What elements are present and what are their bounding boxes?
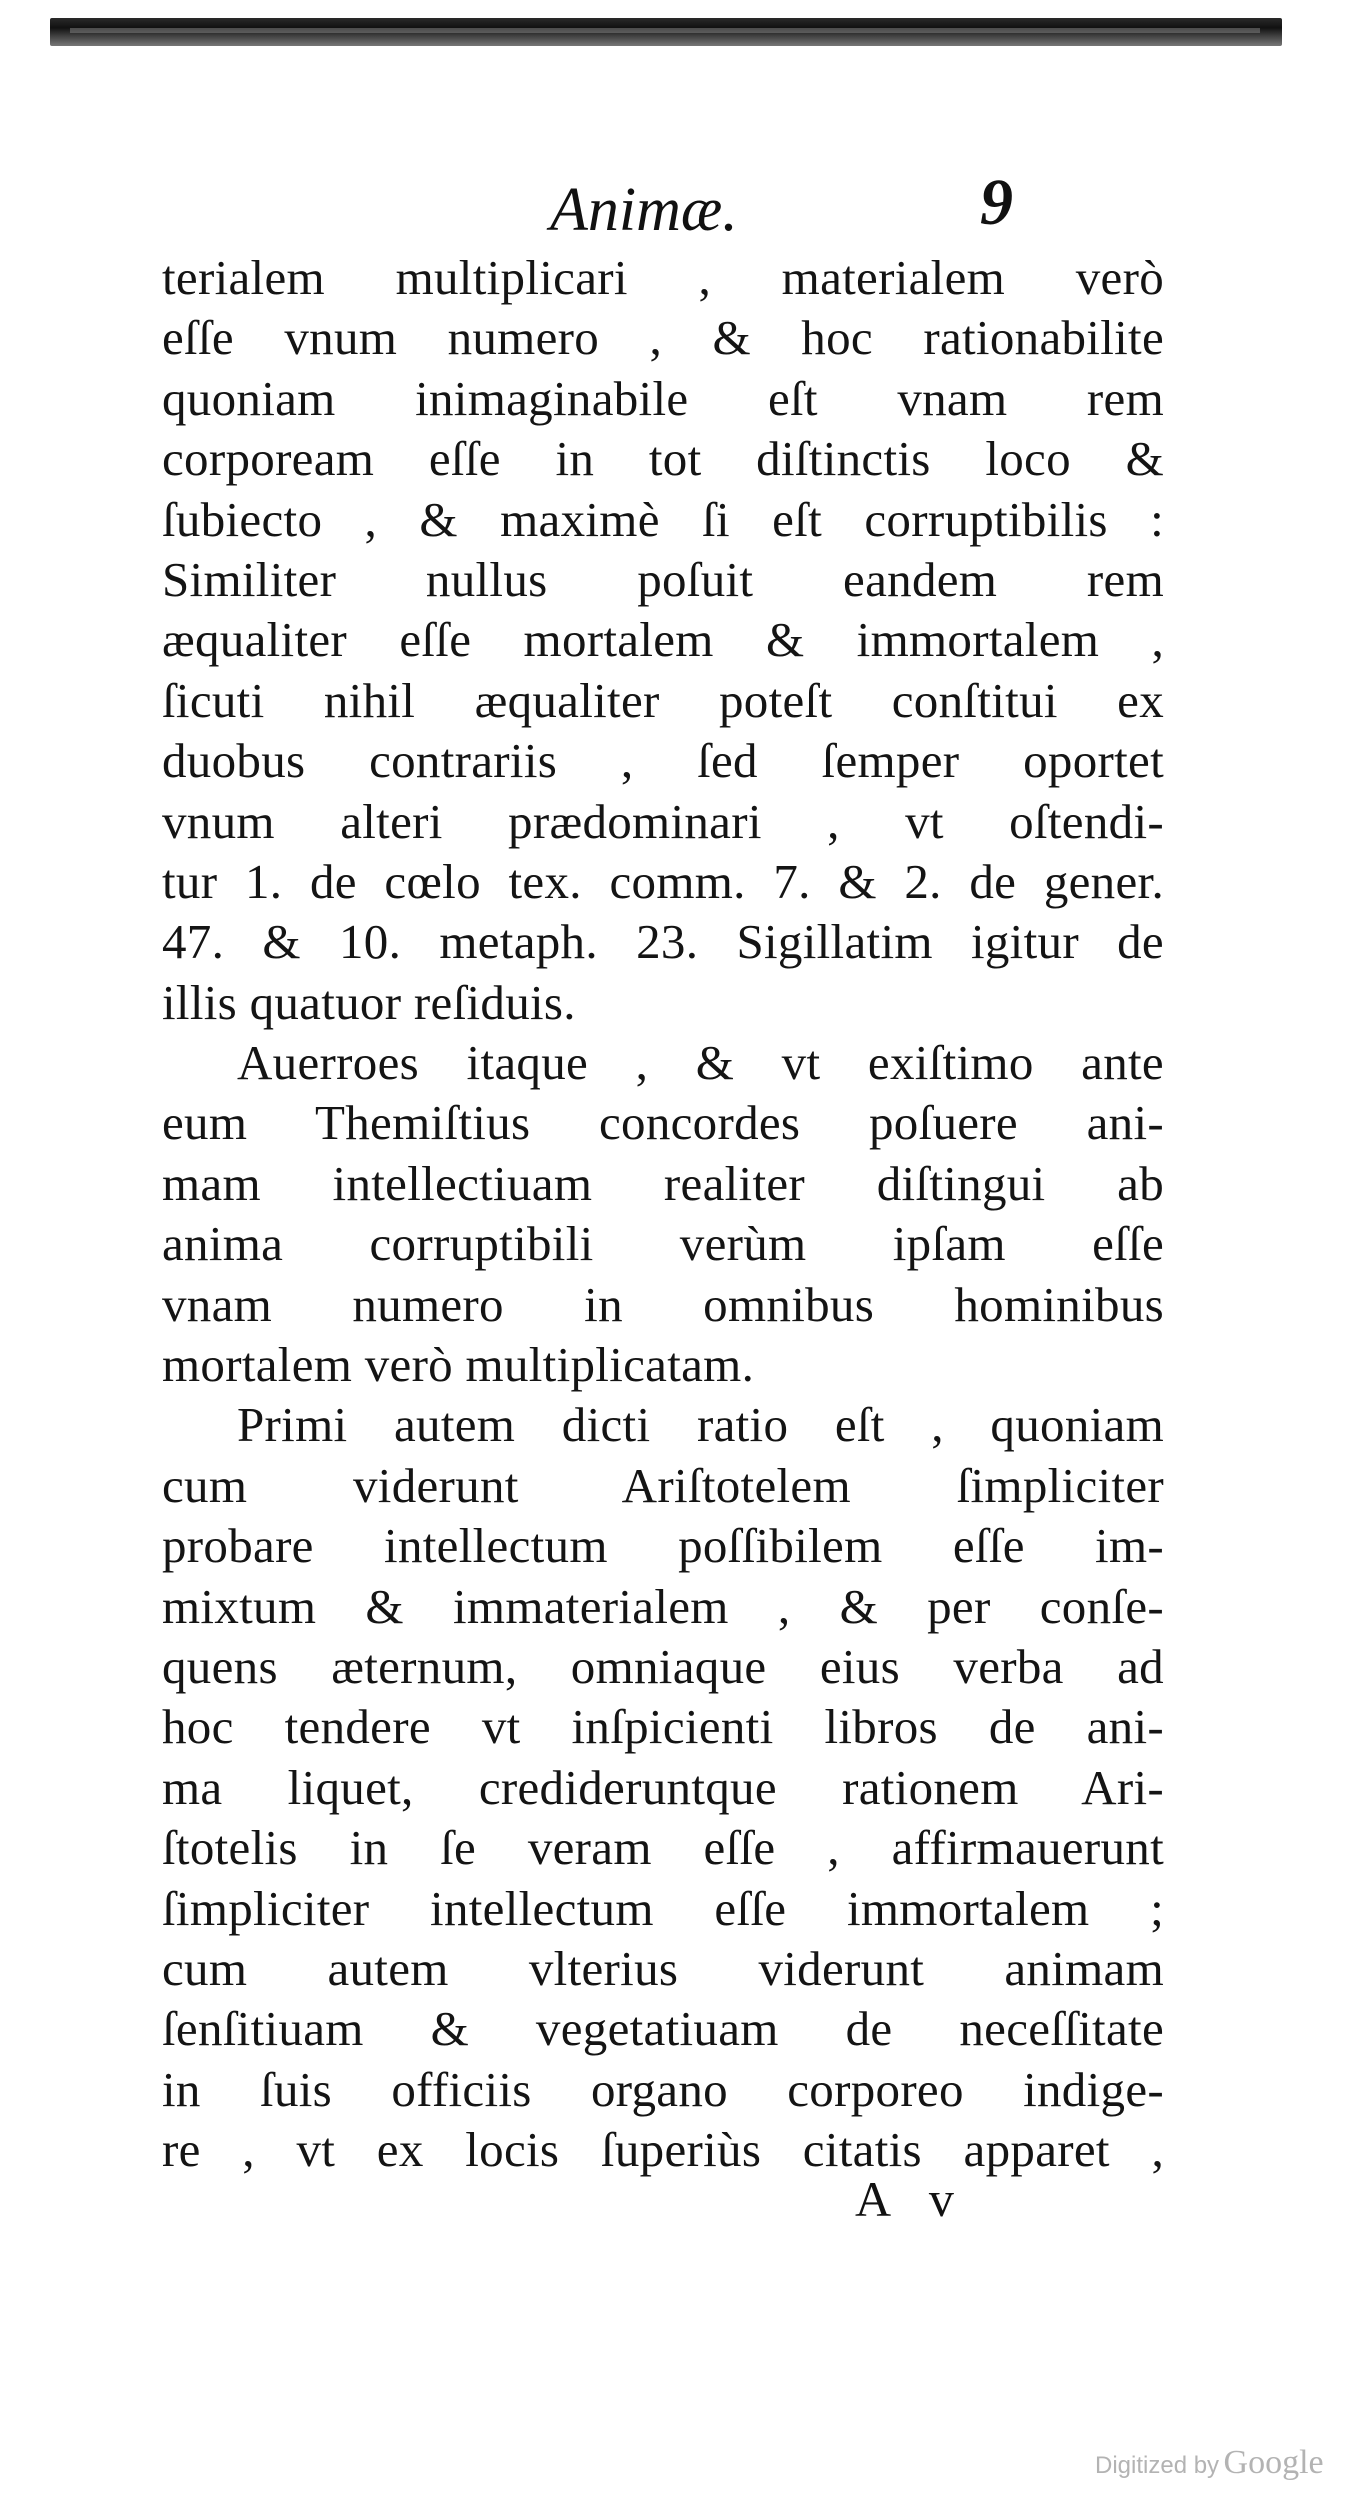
text-line: corpoream eſſe in tot diſtinctis loco & (162, 431, 1164, 487)
text-line: eum Themiſtius concordes poſuere ani- (162, 1095, 1164, 1151)
text-line: quens æternum, omniaque eius verba ad (162, 1638, 1164, 1694)
text-line: mam intellectiuam realiter diſtingui ab (162, 1155, 1164, 1211)
watermark-brand: Google (1223, 2444, 1324, 2481)
signature-mark: A v (855, 2171, 968, 2227)
text-line: æqualiter eſſe mortalem & immortalem , (162, 612, 1164, 668)
top-border-rule (50, 18, 1282, 46)
text-line: probare intellectum poſſibilem eſſe im- (162, 1518, 1164, 1574)
text-line: tur 1. de cœlo tex. comm. 7. & 2. de gener. (162, 853, 1164, 909)
digitized-watermark (1095, 2444, 1324, 2482)
page-number: 9 (980, 166, 1013, 239)
text-line: ſicuti nihil æqualiter poteſt conſtitui ex (162, 672, 1164, 728)
text-line: anima corruptibili verùm ipſam eſſe (162, 1216, 1164, 1272)
text-line: duobus contrariis , ſed ſemper oportet (162, 733, 1164, 789)
text-line: ſubiecto , & maximè ſi eſt corruptibilis : (162, 491, 1164, 547)
page-header (160, 165, 1160, 255)
text-line: vnam numero in omnibus hominibus (162, 1276, 1164, 1332)
text-line: vnum alteri prædominari , vt oſtendi- (162, 793, 1164, 849)
text-line: ſimpliciter intellectum eſſe immortalem ; (162, 1880, 1164, 1936)
text-line: re , vt ex locis ſuperiùs citatis apparet , (162, 2122, 1164, 2178)
text-line: terialem multiplicari , materialem verò (162, 250, 1164, 305)
text-line: hoc tendere vt inſpicienti libros de ani- (162, 1699, 1164, 1755)
text-line: ſtotelis in ſe veram eſſe , affirmauerunt (162, 1820, 1164, 1876)
body-text (162, 248, 1164, 2181)
text-line: 47. & 10. metaph. 23. Sigillatim igitur de (162, 914, 1164, 970)
text-line-paragraph-start: Auerroes itaque , & vt exiſtimo ante (237, 1035, 1164, 1091)
text-line: mixtum & immaterialem , & per conſe- (162, 1578, 1164, 1634)
text-line: mortalem verò multiplicatam. (162, 1337, 755, 1393)
text-line: quoniam inimaginabile eſt vnam rem (162, 370, 1164, 426)
watermark-prefix: Digitized by (1095, 2452, 1220, 2479)
text-line: Similiter nullus poſuit eandem rem (162, 551, 1164, 607)
text-line: eſſe vnum numero , & hoc rationabilite (162, 310, 1164, 366)
text-line: in ſuis officiis organo corporeo indige- (162, 2061, 1164, 2117)
text-line-paragraph-start: Primi autem dicti ratio eſt , quoniam (237, 1397, 1164, 1453)
text-line: cum autem vlterius viderunt animam (162, 1940, 1164, 1996)
top-border-highlight (70, 28, 1260, 33)
text-line: ma liquet, credideruntque rationem Ari- (162, 1759, 1164, 1815)
text-line: illis quatuor reſiduis. (162, 974, 576, 1030)
text-line: cum viderunt Ariſtotelem ſimpliciter (162, 1457, 1164, 1513)
running-title: Animæ. (550, 176, 738, 244)
text-line: ſenſitiuam & vegetatiuam de neceſſitate (162, 2001, 1164, 2057)
